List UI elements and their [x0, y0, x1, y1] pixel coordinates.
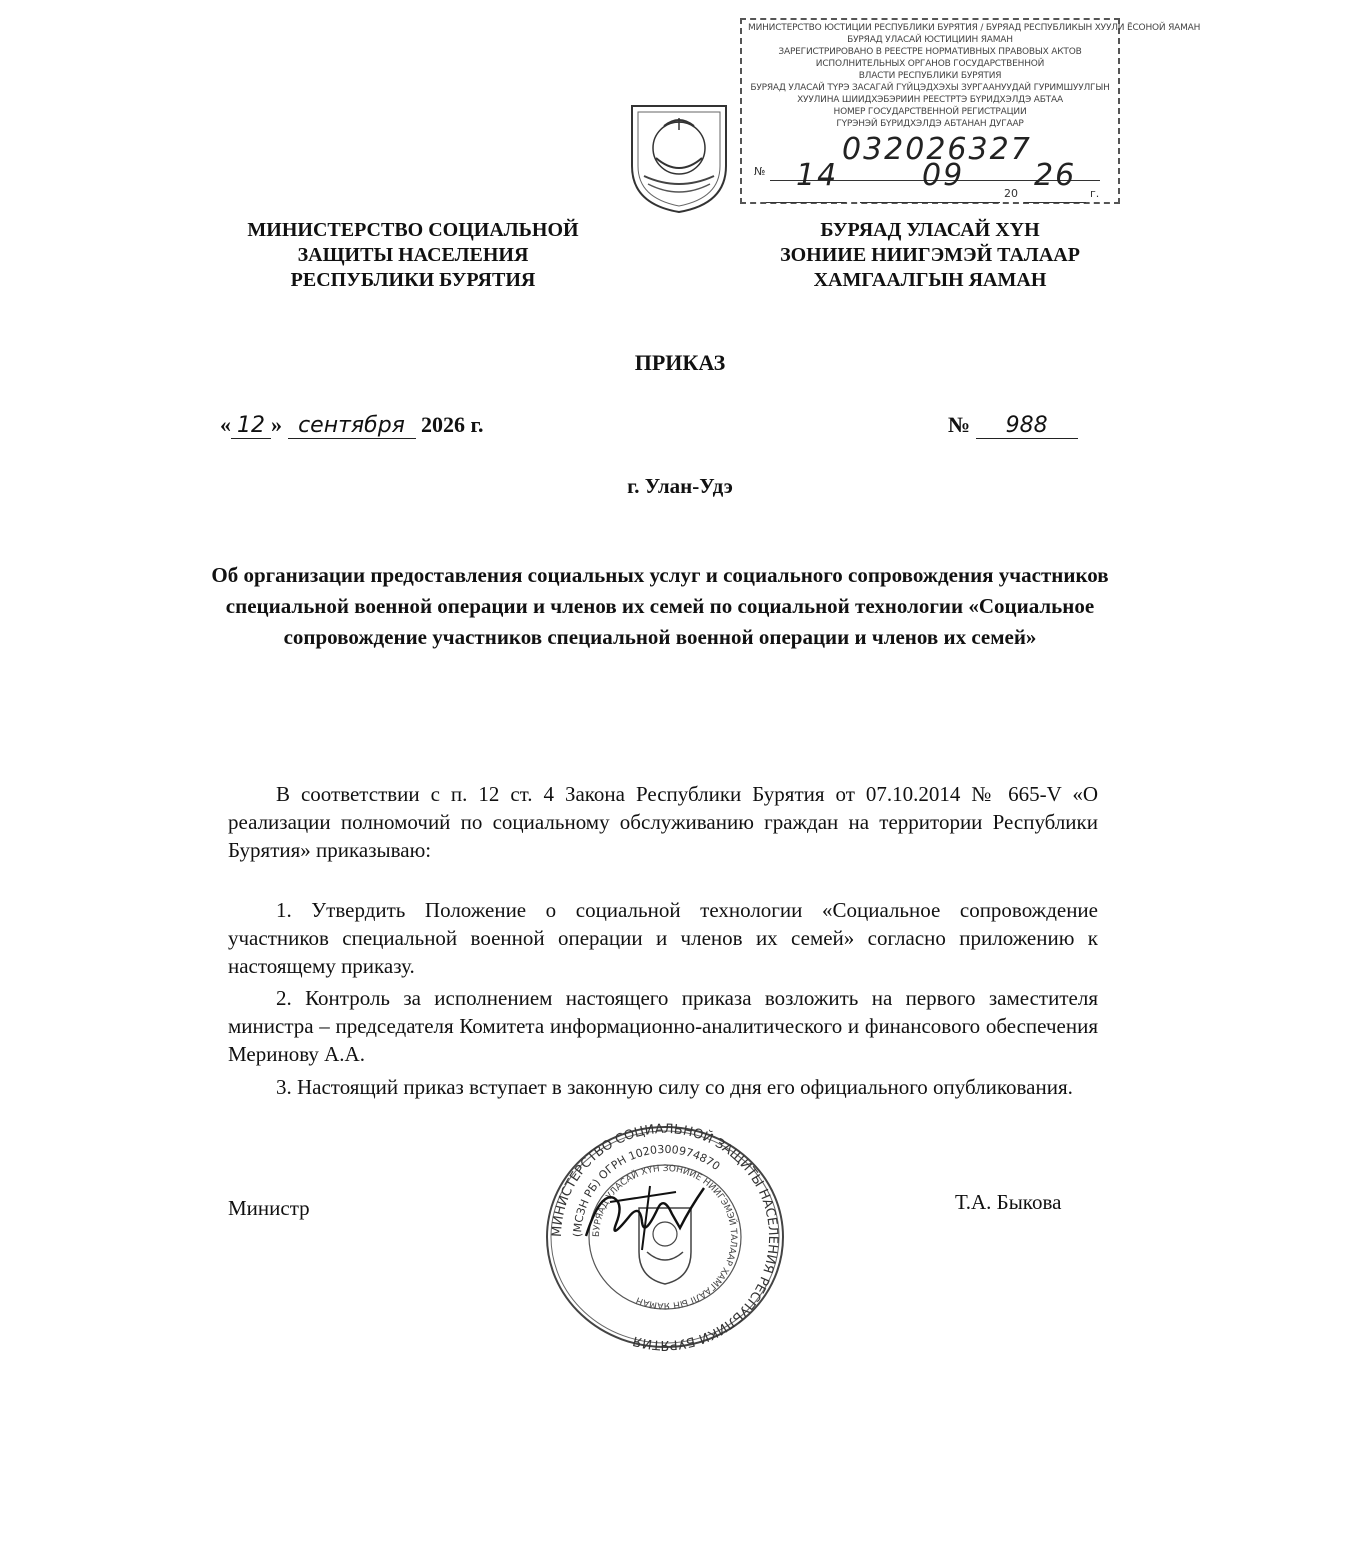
order-city: г. Улан-Удэ	[627, 474, 733, 498]
org-name-line: ЗАЩИТЫ НАСЕЛЕНИЯ	[297, 244, 529, 266]
stamp-day-line	[766, 202, 846, 203]
stamp-line: ЗАРЕГИСТРИРОВАНО В РЕЕСТРЕ НОРМАТИВНЫХ ПРАВОВЫХ АКТОВ	[778, 47, 1082, 57]
stamp-line: ИСПОЛНИТЕЛЬНЫХ ОРГАНОВ ГОСУДАРСТВЕННОЙ	[815, 59, 1045, 69]
date-day: 12	[231, 413, 271, 439]
coat-of-arms-emblem	[624, 96, 734, 216]
stamp-month: 09	[922, 158, 965, 193]
order-preamble: В соответствии с п. 12 ст. 4 Закона Республики Бурятия от 07.10.2014 № 665-V «О реализации полномочий по социальному обслуживанию граждан на территории Республики Бурятия» приказываю:	[228, 782, 1098, 862]
org-name-line: БУРЯАД УЛАСАЙ ХҮН	[820, 219, 1040, 241]
signatory-name: Т.А. Быкова	[955, 1190, 1062, 1214]
order-date	[220, 412, 484, 439]
date-open-quote: «	[220, 412, 231, 437]
stamp-year-line	[1024, 202, 1086, 203]
stamp-line: ХУУЛИНА ШИИДХЭБЭРИИН РЕЕСТРТЭ БҮРИДХЭЛДЭ АБТАА	[797, 95, 1063, 105]
date-year: 2026 г.	[421, 412, 484, 437]
stamp-line: МИНИСТЕРСТВО ЮСТИЦИИ РЕСПУБЛИКИ БУРЯТИЯ / БУРЯАД РЕСПУБЛИКЫН ХУУЛИ ЁСОНОЙ ЯАМАН	[748, 23, 1201, 33]
order-subject: Об организации предоставления социальных услуг и социального сопровождения участников специальной военной операции и членов их семей по социальной технологии «Социальное сопровождение участников специальной военной операции и членов их семей»	[211, 563, 1109, 649]
org-name-line: РЕСПУБЛИКИ БУРЯТИЯ	[290, 269, 536, 291]
seal-middle-text: (МСЗН РБ) ОГРН 1020300974870	[570, 1142, 723, 1238]
seal-inner-text: БУРЯАД УЛАСАЙ ХҮН ЗОНИИЕ НИИГЭМЭЙ ТАЛААР ХАМГААЛГЫН ЯАМАН	[591, 1163, 739, 1311]
signatory-position: Министр	[228, 1196, 310, 1220]
date-close-quote: »	[271, 412, 282, 437]
stamp-line: БУРЯАД УЛАСАЙ ТҮРЭ ЗАСАГАЙ ГҮЙЦЭДХЭХЫ ЗУРГААНУУДАЙ ГУРИМШУУЛГЫН	[750, 83, 1110, 93]
date-month: сентября	[288, 413, 416, 439]
org-name-line: ХАМГААЛГЫН ЯАМАН	[813, 269, 1047, 291]
handwritten-signature	[580, 1178, 710, 1258]
order-title: ПРИКАЗ	[634, 350, 726, 375]
org-name-russian	[218, 218, 608, 293]
stamp-line: ГҮРЭНЭЙ БҮРИДХЭЛДЭ АБТАНАН ДУГААР	[836, 119, 1024, 129]
stamp-number: 032026327	[842, 132, 1032, 167]
registration-stamp	[740, 18, 1201, 204]
order-number-value: 988	[976, 413, 1078, 439]
org-name-line: ЗОНИИЕ НИИГЭМЭЙ ТАЛААР	[780, 244, 1080, 266]
stamp-year-prefix: 20	[1004, 187, 1018, 200]
order-item-3: 3. Настоящий приказ вступает в законную силу со дня его официального опубликования.	[276, 1075, 1073, 1099]
seal-outer-text: МИНИСТЕРСТВО СОЦИАЛЬНОЙ ЗАЩИТЫ НАСЕЛЕНИЯ РЕСПУБЛИКИ БУРЯТИЯ	[549, 1122, 781, 1352]
stamp-year-unit: г.	[1090, 187, 1100, 200]
stamp-line: НОМЕР ГОСУДАРСТВЕННОЙ РЕГИСТРАЦИИ	[833, 107, 1027, 117]
order-item-2: 2. Контроль за исполнением настоящего приказа возложить на первого заместителя министра – председателя Комитета информационно-аналитического и финансового обеспечения Меринову А.А.	[228, 986, 1098, 1066]
order-number	[948, 412, 1078, 439]
stamp-day: 14	[796, 158, 839, 193]
order-item-1: 1. Утвердить Положение о социальной технологии «Социальное сопровождение участников специальной военной операции и членов их семей» согласно приложению к настоящему приказу.	[228, 898, 1098, 978]
org-name-line: МИНИСТЕРСТВО СОЦИАЛЬНОЙ	[247, 219, 579, 241]
org-name-buryat	[745, 218, 1115, 293]
order-number-label: №	[948, 412, 971, 437]
stamp-year: 26	[1034, 158, 1077, 193]
stamp-line: БУРЯАД УЛАСАЙ ЮСТИЦИИН ЯАМАН	[847, 35, 1013, 45]
stamp-month-line	[860, 202, 1000, 203]
stamp-line: ВЛАСТИ РЕСПУБЛИКИ БУРЯТИЯ	[858, 71, 1002, 81]
stamp-number-prefix: №	[754, 165, 766, 178]
